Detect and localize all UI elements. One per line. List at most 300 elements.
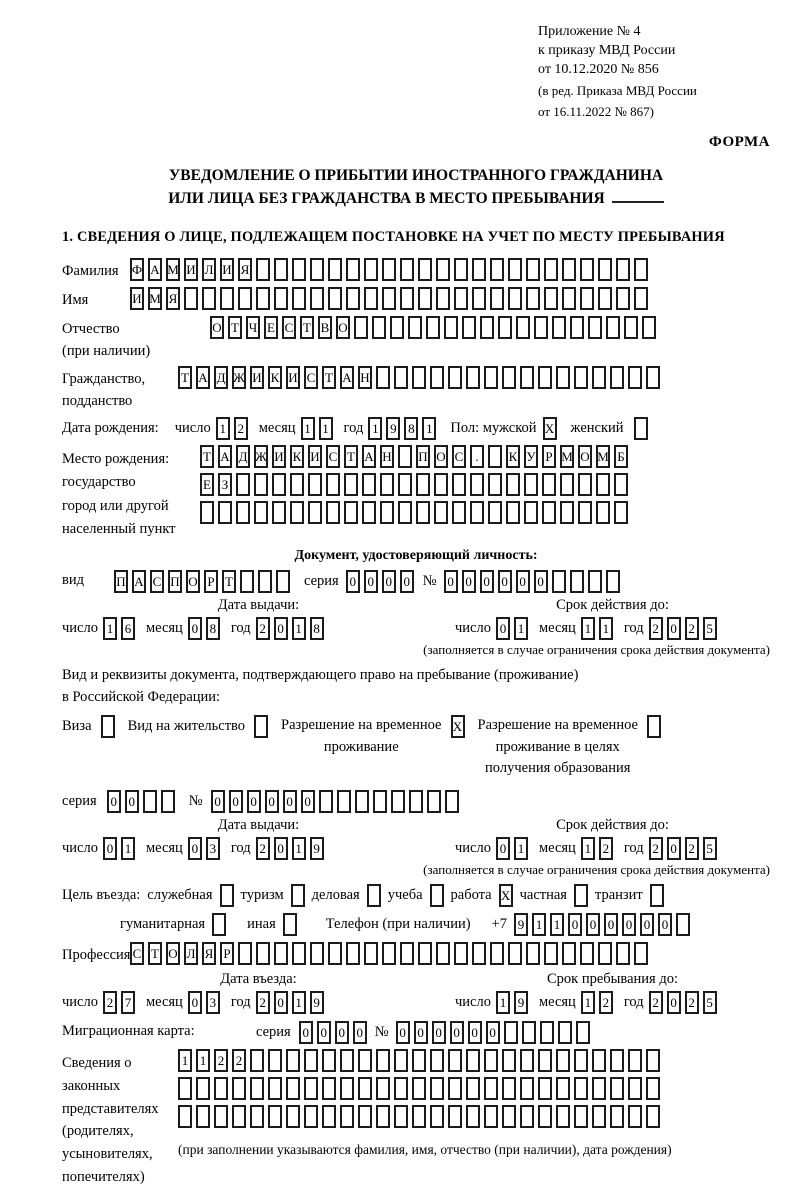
char-cell[interactable]: И [130,287,144,310]
char-cell[interactable]: 0 [382,570,396,593]
char-cell[interactable] [524,473,538,496]
char-cell[interactable]: 0 [586,913,600,936]
char-cell[interactable]: 1 [581,617,595,640]
char-cell[interactable] [504,1021,518,1044]
char-cell[interactable] [580,287,594,310]
char-cell[interactable] [484,1049,498,1072]
char-cell[interactable]: Л [202,258,216,281]
char-cell[interactable] [236,501,250,524]
char-cell[interactable]: 1 [292,837,306,860]
char-cell[interactable]: М [560,445,574,468]
char-cell[interactable]: 0 [346,570,360,593]
char-cell[interactable]: 1 [514,837,528,860]
char-cell[interactable]: 8 [404,417,418,440]
char-cell[interactable] [558,1021,572,1044]
char-cell[interactable]: 2 [232,1049,246,1072]
char-cell[interactable]: Я [238,258,252,281]
char-cell[interactable]: 9 [310,837,324,860]
char-cell[interactable] [466,1049,480,1072]
char-cell[interactable] [574,366,588,389]
char-cell[interactable] [254,715,268,738]
char-cell[interactable] [642,316,656,339]
char-cell[interactable] [650,884,664,907]
char-cell[interactable] [520,1049,534,1072]
char-cell[interactable]: С [150,570,164,593]
char-cell[interactable] [382,942,396,965]
char-cell[interactable]: 0 [107,790,121,813]
char-cell[interactable]: 0 [516,570,530,593]
char-cell[interactable] [310,942,324,965]
char-cell[interactable] [614,501,628,524]
char-cell[interactable] [488,501,502,524]
char-cell[interactable] [286,1049,300,1072]
char-cell[interactable] [382,258,396,281]
char-cell[interactable] [498,316,512,339]
char-cell[interactable] [346,287,360,310]
char-cell[interactable]: 0 [283,790,297,813]
char-cell[interactable]: 5 [703,837,717,860]
char-cell[interactable]: Т [200,445,214,468]
char-cell[interactable] [462,316,476,339]
char-cell[interactable] [178,1077,192,1100]
char-cell[interactable]: 3 [206,837,220,860]
char-cell[interactable] [556,1077,570,1100]
char-cell[interactable]: 0 [667,617,681,640]
char-cell[interactable] [430,366,444,389]
char-cell[interactable]: З [218,473,232,496]
char-cell[interactable]: 1 [216,417,230,440]
char-cell[interactable] [606,316,620,339]
char-cell[interactable] [534,316,548,339]
char-cell[interactable] [256,287,270,310]
char-cell[interactable]: Т [148,942,162,965]
char-cell[interactable] [484,366,498,389]
char-cell[interactable]: 1 [121,837,135,860]
char-cell[interactable] [143,790,157,813]
char-cell[interactable] [576,1021,590,1044]
char-cell[interactable] [258,570,272,593]
char-cell[interactable] [502,1049,516,1072]
char-cell[interactable]: Л [184,942,198,965]
char-cell[interactable] [452,501,466,524]
char-cell[interactable]: 1 [178,1049,192,1072]
char-cell[interactable]: С [452,445,466,468]
char-cell[interactable] [526,942,540,965]
char-cell[interactable] [454,287,468,310]
char-cell[interactable] [484,1105,498,1128]
char-cell[interactable] [322,1077,336,1100]
char-cell[interactable] [202,287,216,310]
char-cell[interactable] [634,417,648,440]
char-cell[interactable]: 0 [534,570,548,593]
char-cell[interactable] [596,501,610,524]
char-cell[interactable] [256,258,270,281]
char-cell[interactable] [616,942,630,965]
char-cell[interactable]: 0 [103,837,117,860]
char-cell[interactable] [394,1105,408,1128]
char-cell[interactable]: 1 [514,617,528,640]
char-cell[interactable]: Ф [130,258,144,281]
char-cell[interactable] [398,501,412,524]
char-cell[interactable] [340,1049,354,1072]
char-cell[interactable] [574,1049,588,1072]
char-cell[interactable] [448,366,462,389]
char-cell[interactable] [328,287,342,310]
char-cell[interactable] [304,1049,318,1072]
char-cell[interactable]: 0 [125,790,139,813]
char-cell[interactable]: 1 [301,417,315,440]
char-cell[interactable]: 1 [581,991,595,1014]
char-cell[interactable]: 9 [310,991,324,1014]
char-cell[interactable]: Е [264,316,278,339]
char-cell[interactable]: 1 [496,991,510,1014]
char-cell[interactable]: 0 [274,617,288,640]
char-cell[interactable]: X [499,884,513,907]
char-cell[interactable]: И [184,258,198,281]
char-cell[interactable] [634,287,648,310]
char-cell[interactable] [522,1021,536,1044]
char-cell[interactable]: П [114,570,128,593]
char-cell[interactable] [394,366,408,389]
char-cell[interactable]: 2 [256,837,270,860]
char-cell[interactable] [291,884,305,907]
char-cell[interactable]: 0 [274,991,288,1014]
char-cell[interactable] [409,790,423,813]
char-cell[interactable] [502,366,516,389]
char-cell[interactable] [220,884,234,907]
char-cell[interactable] [250,1049,264,1072]
char-cell[interactable]: 0 [480,570,494,593]
char-cell[interactable] [268,1049,282,1072]
char-cell[interactable]: 2 [256,991,270,1014]
char-cell[interactable]: 2 [685,837,699,860]
char-cell[interactable]: 0 [450,1021,464,1044]
char-cell[interactable]: И [272,445,286,468]
char-cell[interactable]: И [286,366,300,389]
char-cell[interactable]: Д [214,366,228,389]
char-cell[interactable]: 0 [486,1021,500,1044]
char-cell[interactable] [588,316,602,339]
char-cell[interactable]: . [470,445,484,468]
char-cell[interactable] [238,942,252,965]
char-cell[interactable] [436,287,450,310]
char-cell[interactable]: 1 [103,617,117,640]
char-cell[interactable] [367,884,381,907]
char-cell[interactable]: 1 [422,417,436,440]
char-cell[interactable] [340,1105,354,1128]
char-cell[interactable]: 1 [599,617,613,640]
char-cell[interactable] [292,287,306,310]
char-cell[interactable]: Т [178,366,192,389]
char-cell[interactable] [308,501,322,524]
char-cell[interactable] [344,473,358,496]
char-cell[interactable] [184,287,198,310]
char-cell[interactable]: О [210,316,224,339]
char-cell[interactable]: 0 [247,790,261,813]
char-cell[interactable]: 0 [604,913,618,936]
char-cell[interactable]: 3 [206,991,220,1014]
char-cell[interactable]: 5 [703,617,717,640]
char-cell[interactable] [544,287,558,310]
char-cell[interactable] [472,258,486,281]
char-cell[interactable] [346,942,360,965]
char-cell[interactable]: Е [200,473,214,496]
char-cell[interactable] [408,316,422,339]
char-cell[interactable]: 1 [581,837,595,860]
char-cell[interactable] [290,473,304,496]
char-cell[interactable] [434,501,448,524]
char-cell[interactable] [610,1077,624,1100]
char-cell[interactable]: 0 [229,790,243,813]
char-cell[interactable] [426,316,440,339]
char-cell[interactable] [319,790,333,813]
char-cell[interactable]: 0 [414,1021,428,1044]
char-cell[interactable] [400,287,414,310]
char-cell[interactable]: X [543,417,557,440]
char-cell[interactable]: Б [614,445,628,468]
char-cell[interactable]: 5 [703,991,717,1014]
char-cell[interactable] [676,913,690,936]
char-cell[interactable] [634,942,648,965]
char-cell[interactable] [466,1105,480,1128]
char-cell[interactable] [445,790,459,813]
char-cell[interactable] [574,1077,588,1100]
char-cell[interactable] [400,942,414,965]
char-cell[interactable] [540,1021,554,1044]
char-cell[interactable] [508,942,522,965]
char-cell[interactable] [416,501,430,524]
char-cell[interactable] [526,258,540,281]
char-cell[interactable]: О [578,445,592,468]
char-cell[interactable] [376,1049,390,1072]
char-cell[interactable] [292,942,306,965]
char-cell[interactable]: 0 [335,1021,349,1044]
char-cell[interactable] [161,790,175,813]
char-cell[interactable] [412,1049,426,1072]
char-cell[interactable] [466,1077,480,1100]
char-cell[interactable] [372,316,386,339]
char-cell[interactable] [430,1049,444,1072]
char-cell[interactable]: 2 [649,991,663,1014]
char-cell[interactable]: 0 [432,1021,446,1044]
char-cell[interactable] [592,1049,606,1072]
char-cell[interactable] [326,473,340,496]
char-cell[interactable] [394,1077,408,1100]
char-cell[interactable]: 0 [265,790,279,813]
char-cell[interactable] [556,1105,570,1128]
char-cell[interactable] [526,287,540,310]
char-cell[interactable] [542,501,556,524]
char-cell[interactable] [274,287,288,310]
char-cell[interactable] [436,942,450,965]
char-cell[interactable]: И [250,366,264,389]
char-cell[interactable]: А [196,366,210,389]
char-cell[interactable] [240,570,254,593]
char-cell[interactable] [394,1049,408,1072]
char-cell[interactable]: И [220,258,234,281]
char-cell[interactable] [196,1105,210,1128]
char-cell[interactable] [592,1105,606,1128]
char-cell[interactable]: С [326,445,340,468]
char-cell[interactable]: 2 [599,837,613,860]
char-cell[interactable]: Т [300,316,314,339]
char-cell[interactable]: К [268,366,282,389]
char-cell[interactable]: Я [202,942,216,965]
char-cell[interactable] [556,1049,570,1072]
char-cell[interactable] [502,1077,516,1100]
char-cell[interactable] [286,1077,300,1100]
char-cell[interactable]: 0 [622,913,636,936]
char-cell[interactable]: 1 [532,913,546,936]
char-cell[interactable] [520,1077,534,1100]
char-cell[interactable]: Д [236,445,250,468]
char-cell[interactable] [646,1049,660,1072]
char-cell[interactable]: Ж [232,366,246,389]
char-cell[interactable] [454,942,468,965]
char-cell[interactable] [502,1105,516,1128]
char-cell[interactable]: 0 [496,617,510,640]
char-cell[interactable] [178,1105,192,1128]
char-cell[interactable] [544,258,558,281]
char-cell[interactable] [580,258,594,281]
char-cell[interactable]: 1 [292,991,306,1014]
char-cell[interactable]: 1 [196,1049,210,1072]
char-cell[interactable]: О [166,942,180,965]
char-cell[interactable]: X [451,715,465,738]
char-cell[interactable]: М [596,445,610,468]
char-cell[interactable] [376,1105,390,1128]
char-cell[interactable]: Р [220,942,234,965]
char-cell[interactable]: А [132,570,146,593]
char-cell[interactable]: М [148,287,162,310]
char-cell[interactable] [268,1077,282,1100]
char-cell[interactable]: 0 [317,1021,331,1044]
char-cell[interactable] [238,287,252,310]
char-cell[interactable] [272,473,286,496]
char-cell[interactable]: 0 [498,570,512,593]
char-cell[interactable] [598,942,612,965]
char-cell[interactable] [596,473,610,496]
char-cell[interactable]: 0 [462,570,476,593]
char-cell[interactable] [418,942,432,965]
char-cell[interactable] [562,942,576,965]
char-cell[interactable] [268,1105,282,1128]
char-cell[interactable]: 0 [299,1021,313,1044]
char-cell[interactable] [355,790,369,813]
char-cell[interactable] [418,258,432,281]
char-cell[interactable] [430,884,444,907]
char-cell[interactable]: П [416,445,430,468]
char-cell[interactable]: Ч [246,316,260,339]
char-cell[interactable] [310,287,324,310]
char-cell[interactable] [552,570,566,593]
char-cell[interactable]: П [168,570,182,593]
char-cell[interactable]: 1 [550,913,564,936]
char-cell[interactable] [430,1077,444,1100]
char-cell[interactable]: 0 [364,570,378,593]
char-cell[interactable] [358,1105,372,1128]
char-cell[interactable]: Т [222,570,236,593]
char-cell[interactable] [542,473,556,496]
char-cell[interactable] [562,287,576,310]
char-cell[interactable] [328,942,342,965]
char-cell[interactable] [276,570,290,593]
char-cell[interactable] [358,1077,372,1100]
char-cell[interactable] [220,287,234,310]
char-cell[interactable] [250,1105,264,1128]
char-cell[interactable] [616,287,630,310]
char-cell[interactable] [506,473,520,496]
char-cell[interactable] [488,473,502,496]
char-cell[interactable] [592,366,606,389]
char-cell[interactable] [452,473,466,496]
char-cell[interactable]: 0 [496,837,510,860]
char-cell[interactable]: А [148,258,162,281]
char-cell[interactable]: 0 [468,1021,482,1044]
char-cell[interactable]: В [318,316,332,339]
char-cell[interactable]: 8 [310,617,324,640]
char-cell[interactable] [616,258,630,281]
char-cell[interactable] [488,445,502,468]
char-cell[interactable] [598,287,612,310]
char-cell[interactable] [628,1077,642,1100]
char-cell[interactable] [466,366,480,389]
char-cell[interactable] [272,501,286,524]
char-cell[interactable] [214,1105,228,1128]
char-cell[interactable] [646,1077,660,1100]
char-cell[interactable] [610,366,624,389]
char-cell[interactable]: И [308,445,322,468]
char-cell[interactable]: Т [228,316,242,339]
char-cell[interactable] [490,287,504,310]
char-cell[interactable] [250,1077,264,1100]
char-cell[interactable] [254,473,268,496]
char-cell[interactable]: 0 [400,570,414,593]
char-cell[interactable] [516,316,530,339]
char-cell[interactable]: К [506,445,520,468]
char-cell[interactable] [472,287,486,310]
char-cell[interactable] [606,570,620,593]
char-cell[interactable]: 2 [685,617,699,640]
char-cell[interactable] [274,942,288,965]
char-cell[interactable]: Т [344,445,358,468]
char-cell[interactable] [430,1105,444,1128]
char-cell[interactable]: 9 [514,913,528,936]
char-cell[interactable]: У [524,445,538,468]
char-cell[interactable] [412,1077,426,1100]
char-cell[interactable] [538,1077,552,1100]
char-cell[interactable] [560,501,574,524]
char-cell[interactable] [380,473,394,496]
char-cell[interactable] [212,913,226,936]
char-cell[interactable] [578,501,592,524]
char-cell[interactable] [373,790,387,813]
char-cell[interactable]: 8 [206,617,220,640]
char-cell[interactable] [362,473,376,496]
char-cell[interactable] [337,790,351,813]
char-cell[interactable] [470,473,484,496]
char-cell[interactable] [598,258,612,281]
char-cell[interactable]: 2 [649,837,663,860]
char-cell[interactable]: 0 [568,913,582,936]
char-cell[interactable] [200,501,214,524]
char-cell[interactable] [580,942,594,965]
char-cell[interactable] [490,942,504,965]
char-cell[interactable] [218,501,232,524]
char-cell[interactable] [398,473,412,496]
char-cell[interactable]: 2 [685,991,699,1014]
char-cell[interactable] [416,473,430,496]
